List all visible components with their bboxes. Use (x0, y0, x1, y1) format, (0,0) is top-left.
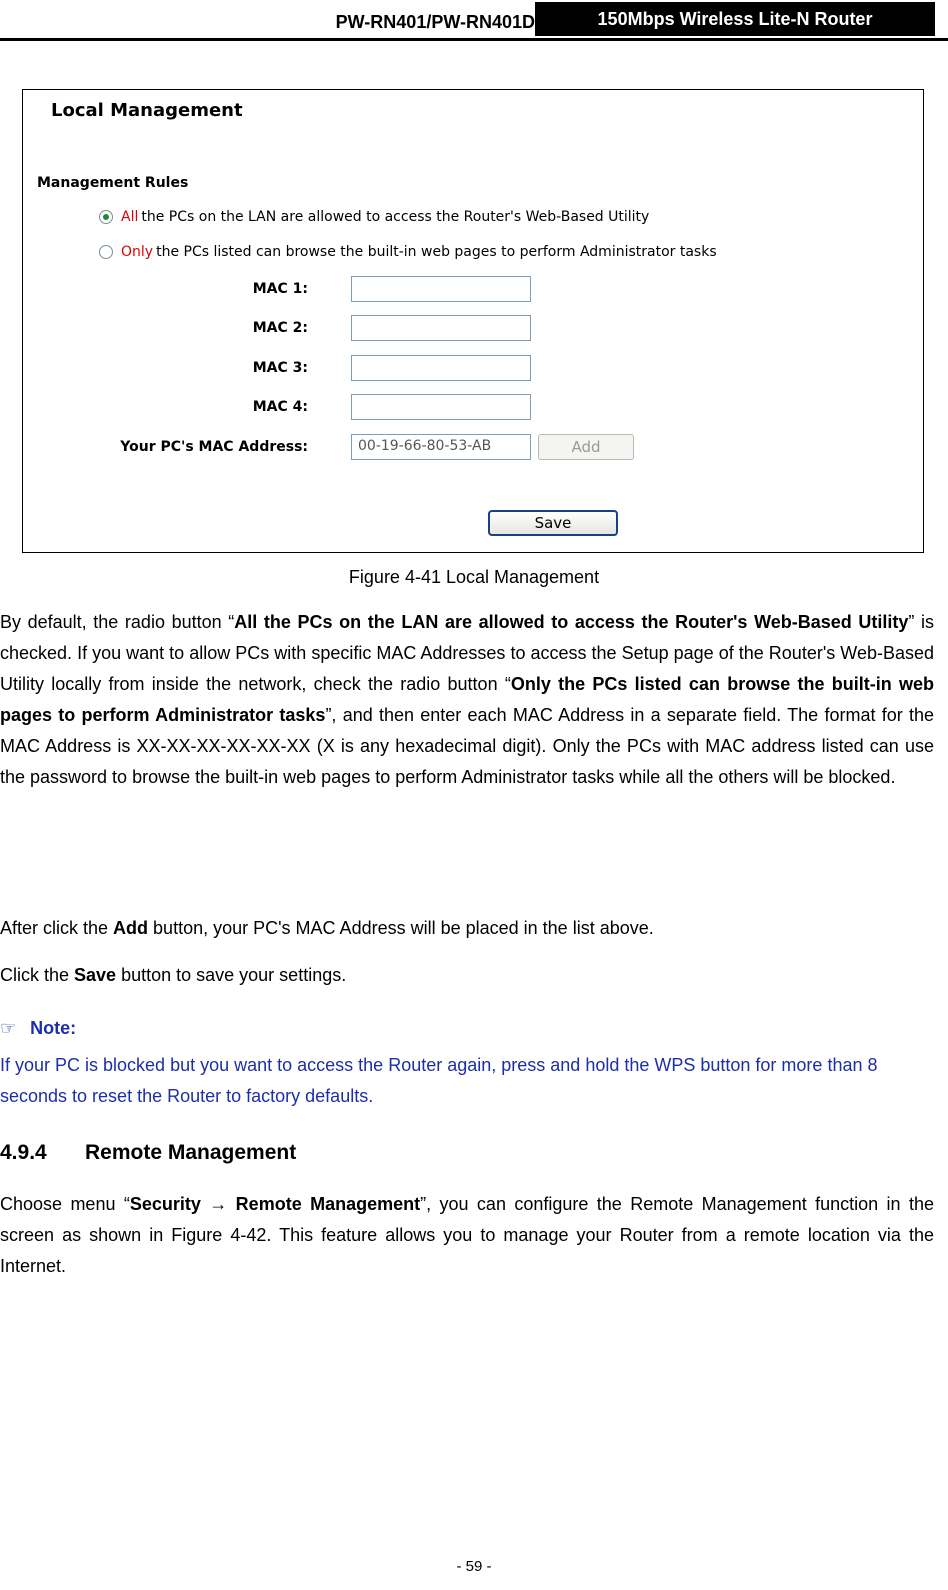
page-number: - 59 - (456, 1558, 492, 1575)
mac-3-input[interactable] (351, 355, 531, 381)
mac-3-label: MAC 3: (252, 360, 308, 376)
paragraph-save-button (0, 960, 934, 991)
p3-text-2: button to save your settings. (116, 965, 347, 985)
mac-4-input[interactable] (351, 394, 531, 420)
note-label: Note: (30, 1018, 77, 1038)
section-number: 4.9.4 (0, 1141, 47, 1164)
pc-mac-label: Your PC's MAC Address: (120, 439, 308, 455)
p1-text-2: ” is checked. If you want to allow PCs with specific MAC Addresses to access the Setup page of the Router's Web-Based Utility locally from inside the network, check the radio button “ (0, 612, 935, 694)
mac-3-row (23, 355, 903, 383)
mac-1-label: MAC 1: (252, 281, 308, 297)
paragraph-remote-management (0, 1189, 934, 1282)
radio-all-pcs-row[interactable] (99, 209, 649, 225)
mac-2-label: MAC 2: (252, 320, 308, 336)
radio-only-listed-row[interactable] (99, 244, 717, 260)
p1-text-3: ”, and then enter each MAC Address in a separate field. The format for the MAC Address is XX-XX-XX-XX-XX-XX (X is any hexadecimal digit). Only the PCs with MAC address listed can use the password to browse the built-in web pages to perform Administrator tasks while all the others will be blocked. (0, 705, 935, 787)
mac-4-row (23, 394, 903, 422)
mac-4-label: MAC 4: (252, 399, 308, 415)
p1-bold-2: Only the PCs listed can browse the built-in web pages to perform Administrator tasks (0, 674, 935, 725)
radio-only-highlight: Only (121, 244, 154, 260)
section-title: Remote Management (85, 1141, 297, 1164)
figure-caption: Figure 4-41 Local Management (348, 567, 600, 587)
p2-bold-1: Add (113, 918, 149, 938)
paragraph-add-button (0, 913, 934, 944)
local-management-screenshot (22, 89, 924, 553)
screenshot-title: Local Management (51, 100, 243, 121)
note-text: If your PC is blocked but you want to access the Router again, press and hold the WPS button for more than 8 seconds to reset the Router to factory defaults. (0, 1055, 878, 1106)
p4-text-1: Choose menu “ (0, 1194, 130, 1214)
radio-all-highlight: All (121, 209, 139, 225)
pointing-hand-icon: ☞ (0, 1018, 17, 1039)
save-button[interactable]: Save (488, 510, 618, 536)
header-product: 150Mbps Wireless Lite-N Router (535, 2, 935, 36)
radio-all-pcs[interactable] (99, 210, 113, 224)
p4-text-2: ”, you can configure the Remote Management function in the screen as shown in Figure 4-42. This feature allows you to manage your Router from a remote location via the Internet. (0, 1194, 934, 1276)
p4-bold-1: Security → Remote Management (129, 1194, 421, 1214)
p3-text-1: Click the (0, 965, 75, 985)
note-heading (0, 1018, 76, 1039)
mac-2-row (23, 315, 903, 343)
p1-text-1: By default, the radio button “ (0, 612, 235, 632)
radio-selected-dot (103, 214, 109, 220)
add-button[interactable]: Add (538, 434, 634, 460)
p1-bold-1: All the PCs on the LAN are allowed to access the Router's Web-Based Utility (234, 612, 909, 632)
radio-only-listed[interactable] (99, 245, 113, 259)
p3-bold-1: Save (74, 965, 117, 985)
header-model: PW-RN401/PW-RN401D (335, 12, 535, 32)
p2-text-2: button, your PC's MAC Address will be placed in the list above. (148, 918, 654, 938)
radio-all-label: the PCs on the LAN are allowed to access the Router's Web-Based Utility (141, 209, 650, 225)
p2-text-1: After click the (0, 918, 114, 938)
header-divider (0, 38, 948, 41)
pc-mac-input: 00-19-66-80-53-AB (351, 434, 531, 460)
management-rules-heading: Management Rules (37, 175, 189, 191)
mac-1-input[interactable] (351, 276, 531, 302)
mac-1-row (23, 276, 903, 304)
paragraph-default-setting (0, 607, 934, 793)
pc-mac-row (23, 434, 903, 462)
mac-2-input[interactable] (351, 315, 531, 341)
radio-only-label: the PCs listed can browse the built-in web pages to perform Administrator tasks (156, 244, 717, 260)
